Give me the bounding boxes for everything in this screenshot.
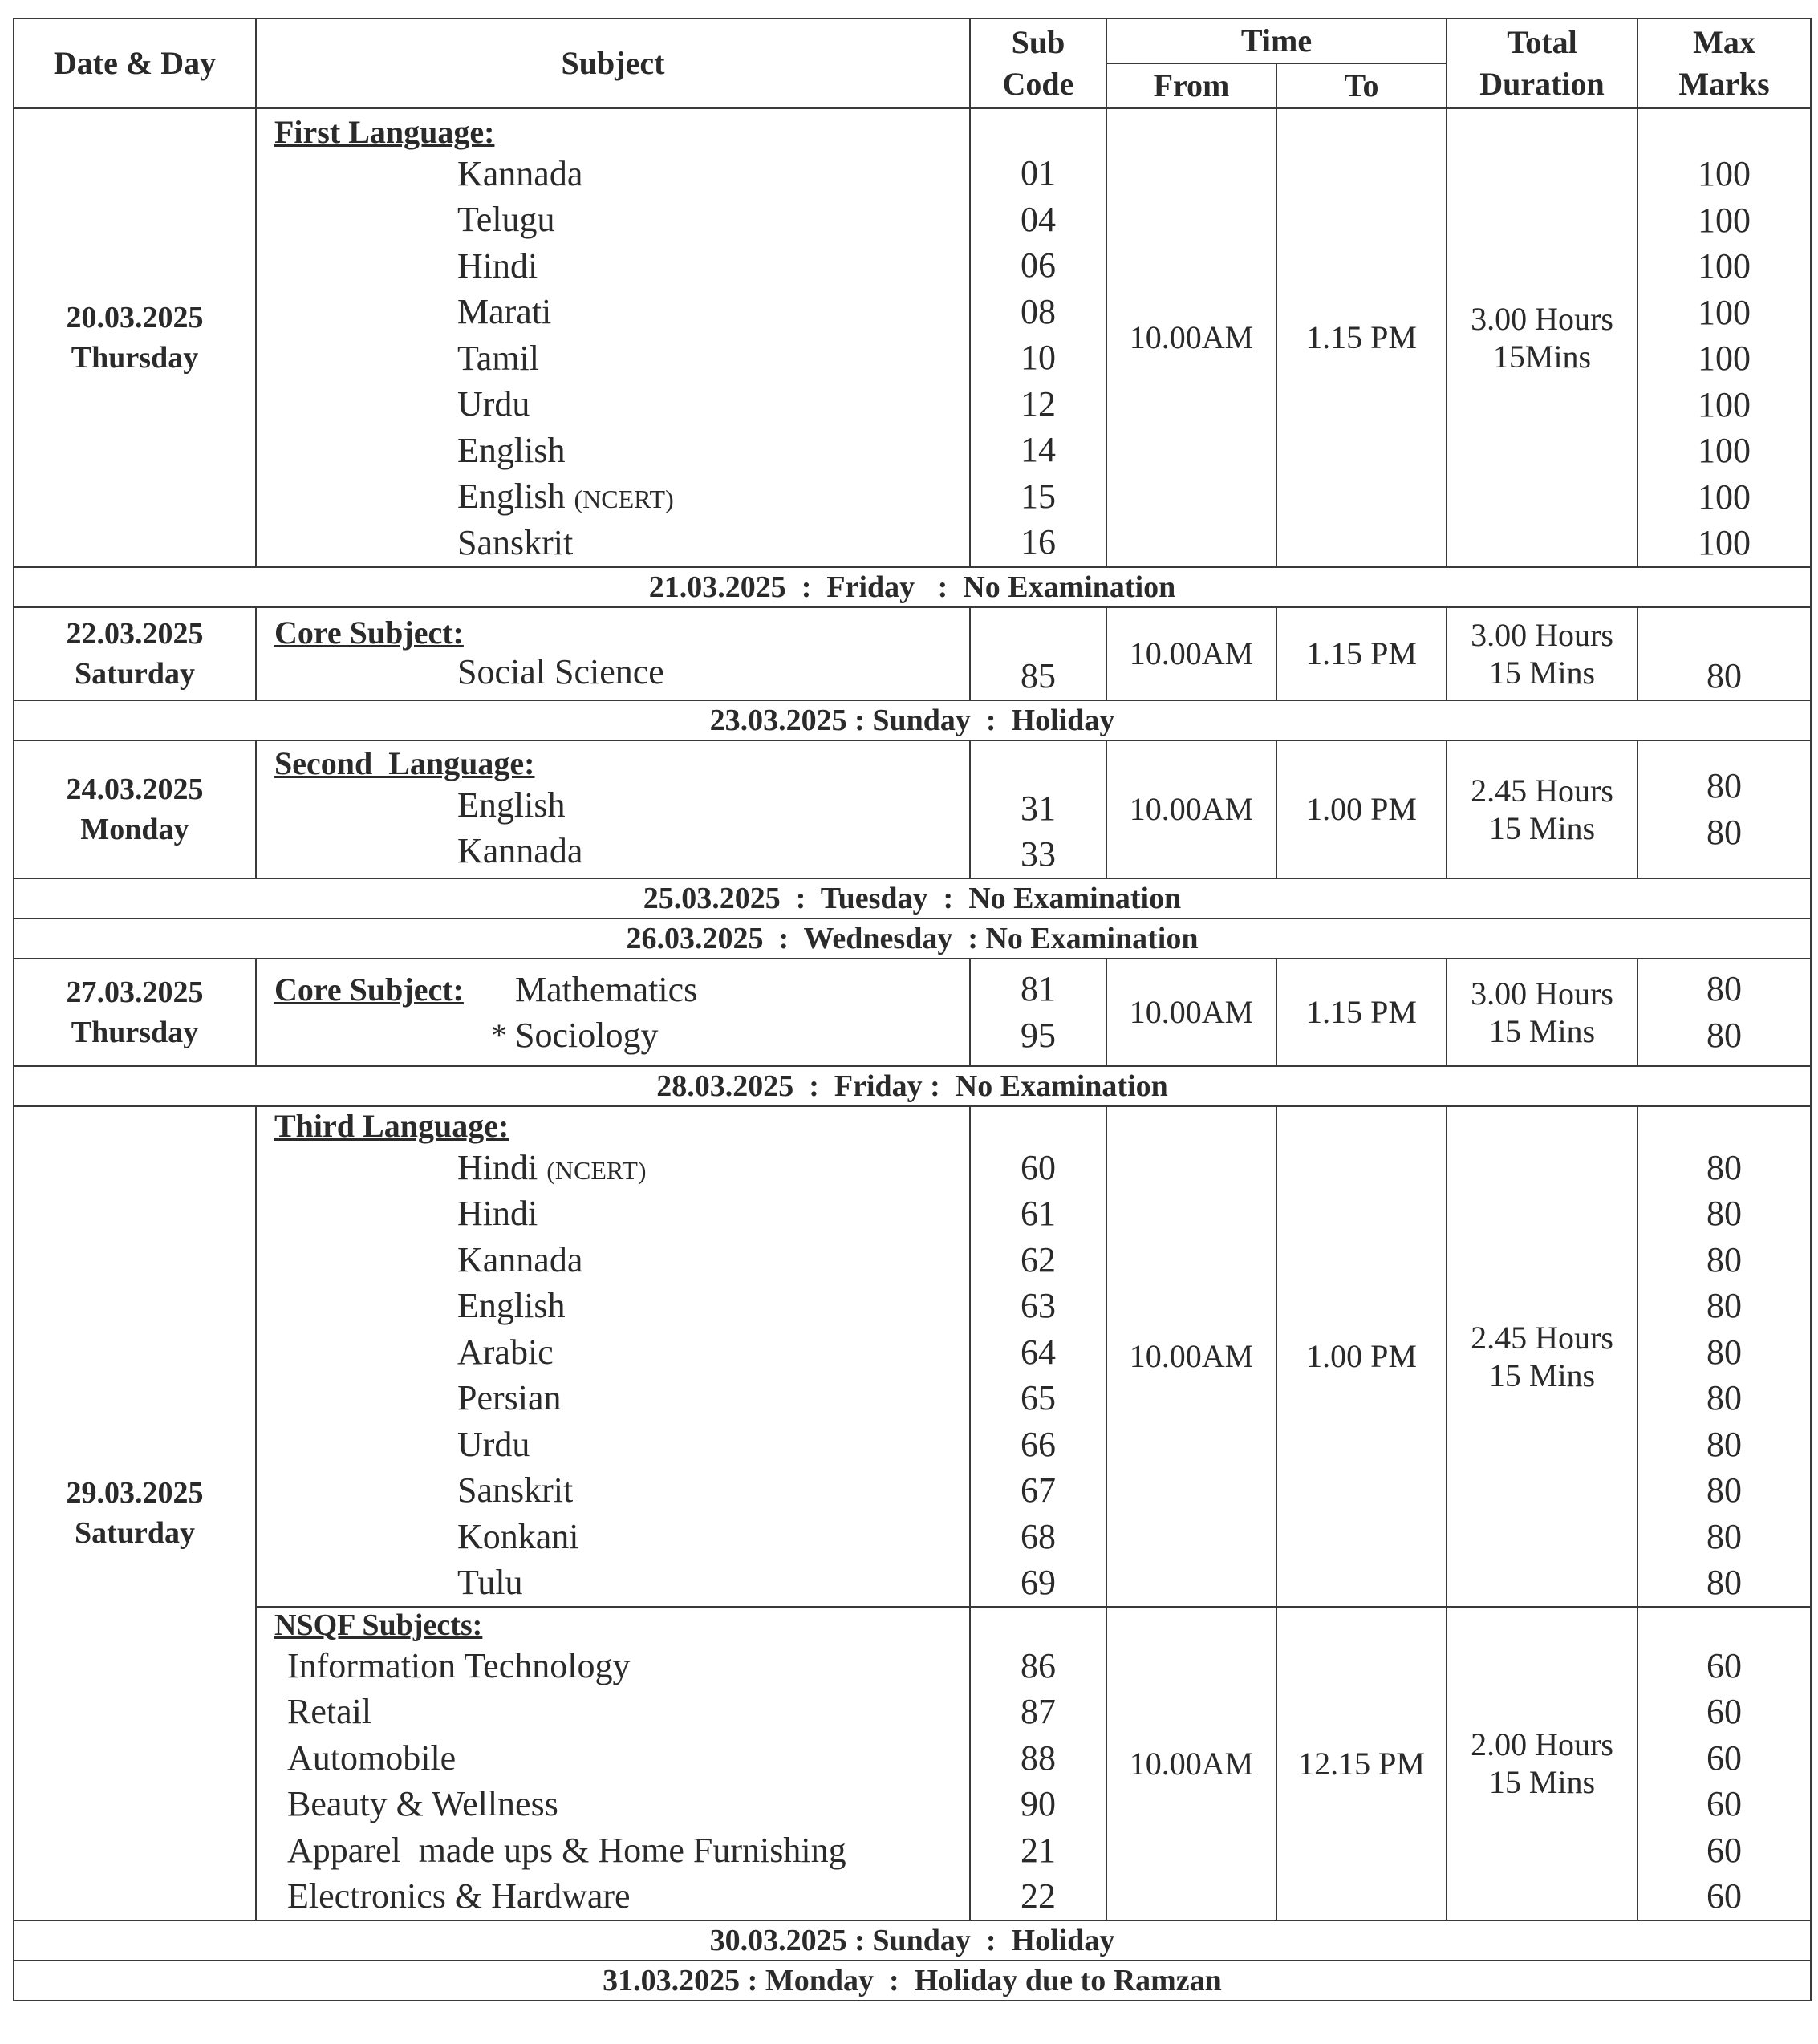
- max-marks: 100: [1698, 154, 1751, 193]
- asterisk-mark: *: [491, 1016, 507, 1053]
- sub-code: 85: [1021, 656, 1056, 696]
- notice-holiday: 30.03.2025 : Sunday : Holiday: [14, 1920, 1811, 1961]
- total-duration: [1447, 1607, 1637, 1920]
- subject-note: (NCERT): [546, 1155, 647, 1185]
- sub-code: 87: [1021, 1692, 1056, 1731]
- sub-code: 66: [1021, 1424, 1056, 1464]
- notice-holiday: 23.03.2025 : Sunday : Holiday: [14, 700, 1811, 740]
- exam-row-29-03-third-language: [14, 1106, 1811, 1607]
- max-marks: 100: [1698, 523, 1751, 562]
- subject-cell: [256, 1607, 970, 1920]
- subject-note: (NCERT): [574, 485, 674, 513]
- marks-cell: [1637, 1106, 1811, 1607]
- header-subject: Subject: [256, 18, 970, 108]
- max-marks: 80: [1706, 1563, 1742, 1602]
- time-to: 12.15 PM: [1276, 1607, 1447, 1920]
- time-from: 10.00AM: [1106, 108, 1276, 567]
- section-heading: Second Language:: [274, 744, 535, 781]
- header-time: Time: [1106, 18, 1447, 63]
- exam-day: Saturday: [75, 1516, 195, 1550]
- total-duration: [1447, 108, 1637, 567]
- sub-code: 63: [1021, 1286, 1056, 1325]
- sub-code: 67: [1021, 1470, 1056, 1510]
- total-duration: [1447, 959, 1637, 1066]
- subject-name: English: [457, 430, 566, 470]
- exam-row-29-03-nsqf: [14, 1607, 1811, 1920]
- sub-code: 16: [1021, 522, 1056, 562]
- subject-name: Hindi: [457, 245, 538, 286]
- sub-code: 86: [1021, 1645, 1056, 1685]
- notice-no-exam: 25.03.2025 : Tuesday : No Examination: [14, 878, 1811, 919]
- sub-code: 33: [1021, 834, 1056, 874]
- sub-code: 95: [1021, 1015, 1056, 1055]
- duration-line1: 3.00 Hours: [1471, 616, 1613, 653]
- section-heading: Third Language:: [274, 1107, 509, 1144]
- subject-name: Persian: [457, 1378, 562, 1417]
- sub-code: 68: [1021, 1516, 1056, 1556]
- max-marks: 80: [1706, 1332, 1742, 1372]
- sub-code: 60: [1021, 1147, 1056, 1187]
- max-marks: 80: [1706, 1470, 1742, 1510]
- marks-cell: [1637, 740, 1811, 878]
- exam-day: Saturday: [75, 656, 195, 691]
- sub-code: 10: [1021, 338, 1056, 377]
- duration-line1: 2.00 Hours: [1471, 1726, 1613, 1762]
- subject-name: Konkani: [457, 1516, 579, 1556]
- date-cell: [14, 108, 256, 567]
- sub-code: 14: [1021, 430, 1056, 469]
- subject-cell: [256, 1106, 970, 1607]
- subject-name: Electronics & Hardware: [287, 1876, 631, 1916]
- subject-name: Marati: [457, 292, 552, 331]
- subject-name: Arabic: [457, 1332, 554, 1372]
- max-marks: 100: [1698, 339, 1751, 378]
- time-to: 1.15 PM: [1276, 607, 1447, 700]
- exam-row-24-03: [14, 740, 1811, 878]
- exam-row-20-03: [14, 108, 1811, 567]
- marks-cell: [1637, 108, 1811, 567]
- max-marks: 60: [1706, 1645, 1742, 1685]
- notice-holiday: 31.03.2025 : Monday : Holiday due to Ramzan: [14, 1961, 1811, 2001]
- date-cell: [14, 607, 256, 700]
- section-heading: NSQF Subjects:: [274, 1608, 483, 1642]
- exam-date: 24.03.2025: [66, 772, 204, 806]
- max-marks: 60: [1706, 1830, 1742, 1870]
- time-to: 1.15 PM: [1276, 959, 1447, 1066]
- code-cell: [970, 959, 1106, 1066]
- notice-no-exam: 21.03.2025 : Friday : No Examination: [14, 567, 1811, 607]
- max-marks: 80: [1706, 1424, 1742, 1464]
- time-from: 10.00AM: [1106, 1607, 1276, 1920]
- header-total-line1: Total: [1507, 24, 1577, 60]
- time-from: 10.00AM: [1106, 1106, 1276, 1607]
- subject-cell: [256, 959, 970, 1066]
- exam-row-22-03: [14, 607, 1811, 700]
- subject-name: Information Technology: [287, 1645, 631, 1685]
- max-marks: 80: [1706, 1015, 1742, 1055]
- subject-name: Tulu: [457, 1563, 523, 1602]
- code-cell: [970, 607, 1106, 700]
- duration-line2: 15 Mins: [1488, 1357, 1596, 1393]
- time-from: 10.00AM: [1106, 959, 1276, 1066]
- duration-line2: 15 Mins: [1488, 654, 1596, 691]
- exam-day: Thursday: [71, 340, 199, 375]
- time-to: 1.00 PM: [1276, 1106, 1447, 1607]
- sub-code: 22: [1021, 1876, 1056, 1916]
- section-heading: Core Subject:: [274, 971, 464, 1008]
- duration-line1: 2.45 Hours: [1471, 772, 1613, 809]
- time-from: 10.00AM: [1106, 740, 1276, 878]
- sub-code: 90: [1021, 1784, 1056, 1823]
- max-marks: 80: [1706, 1147, 1742, 1187]
- max-marks: 60: [1706, 1876, 1742, 1916]
- notice-no-exam: 26.03.2025 : Wednesday : No Examination: [14, 919, 1811, 959]
- header-sub-code: [970, 18, 1106, 108]
- header-from: From: [1106, 63, 1276, 108]
- max-marks: 60: [1706, 1692, 1742, 1731]
- sub-code: 21: [1021, 1830, 1056, 1870]
- header-to: To: [1276, 63, 1447, 108]
- max-marks: 80: [1706, 1239, 1742, 1280]
- subject-name: Kannada: [457, 1239, 583, 1280]
- header-total-duration: [1447, 18, 1637, 108]
- subject-name: Sanskrit: [457, 1470, 574, 1510]
- subject-name: Hindi (NCERT): [457, 1147, 647, 1187]
- header-max-line1: Max: [1693, 24, 1755, 60]
- date-cell: [14, 740, 256, 878]
- timetable-table: [13, 18, 1812, 2001]
- section-heading: Core Subject:: [274, 614, 464, 651]
- subject-name: Urdu: [457, 384, 530, 424]
- sub-code: 69: [1021, 1563, 1056, 1602]
- code-cell: [970, 1607, 1106, 1920]
- subject-name: English (NCERT): [457, 477, 674, 516]
- subject-name: Automobile: [287, 1738, 457, 1778]
- sub-code: 06: [1021, 245, 1056, 285]
- sub-code: 62: [1021, 1239, 1056, 1280]
- max-marks: 80: [1706, 1516, 1742, 1556]
- time-to: 1.00 PM: [1276, 740, 1447, 878]
- duration-line2: 15 Mins: [1488, 809, 1596, 846]
- max-marks: 100: [1698, 384, 1751, 424]
- exam-date: 20.03.2025: [66, 300, 204, 335]
- time-to: 1.15 PM: [1276, 108, 1447, 567]
- max-marks: 80: [1706, 812, 1742, 852]
- max-marks: 80: [1706, 1286, 1742, 1325]
- subject-name: Tamil: [457, 338, 540, 378]
- code-cell: [970, 740, 1106, 878]
- marks-cell: [1637, 607, 1811, 700]
- max-marks: 80: [1706, 1194, 1742, 1233]
- duration-line1: 3.00 Hours: [1471, 975, 1613, 1012]
- subject-cell: [256, 740, 970, 878]
- max-marks: 80: [1706, 766, 1742, 805]
- subject-name: Sociology: [515, 1015, 659, 1055]
- max-marks: 100: [1698, 292, 1751, 332]
- subject-name: Apparel made ups & Home Furnishing: [287, 1830, 846, 1870]
- sub-code: 65: [1021, 1378, 1056, 1417]
- subject-cell: [256, 607, 970, 700]
- max-marks: 80: [1706, 969, 1742, 1008]
- subject-name: Retail: [287, 1692, 372, 1731]
- subject-name: Hindi: [457, 1194, 538, 1233]
- total-duration: [1447, 607, 1637, 700]
- sub-code: 88: [1021, 1738, 1056, 1778]
- max-marks: 100: [1698, 477, 1751, 517]
- sub-code: 81: [1021, 969, 1056, 1008]
- sub-code: 04: [1021, 199, 1056, 239]
- header-sub-code-line1: Sub: [1011, 24, 1065, 60]
- exam-row-27-03: [14, 959, 1811, 1066]
- sub-code: 12: [1021, 383, 1056, 424]
- duration-line2: 15 Mins: [1488, 1012, 1596, 1049]
- total-duration: [1447, 740, 1637, 878]
- duration-line1: 2.45 Hours: [1471, 1319, 1613, 1356]
- subject-name: English: [457, 785, 566, 825]
- header-sub-code-line2: Code: [1002, 66, 1074, 102]
- exam-date: 22.03.2025: [66, 616, 204, 651]
- section-heading: First Language:: [274, 113, 495, 150]
- max-marks: 100: [1698, 200, 1751, 240]
- sub-code: 08: [1021, 291, 1056, 331]
- marks-cell: [1637, 1607, 1811, 1920]
- header-max-marks: [1637, 18, 1811, 108]
- max-marks: 100: [1698, 431, 1751, 470]
- max-marks: 100: [1698, 246, 1751, 286]
- subject-name: Kannada: [457, 153, 583, 193]
- duration-line2: 15 Mins: [1488, 1764, 1596, 1800]
- notice-no-exam: 28.03.2025 : Friday : No Examination: [14, 1066, 1811, 1106]
- subject-cell: [256, 108, 970, 567]
- max-marks: 80: [1706, 656, 1742, 696]
- total-duration: [1447, 1106, 1637, 1607]
- duration-line2: 15Mins: [1492, 338, 1592, 375]
- time-from: 10.00AM: [1106, 607, 1276, 700]
- exam-day: Thursday: [71, 1015, 199, 1049]
- header-max-line2: Marks: [1678, 66, 1770, 102]
- duration-line1: 3.00 Hours: [1471, 300, 1613, 337]
- sub-code: 15: [1021, 476, 1056, 516]
- header-date-day: Date & Day: [14, 18, 256, 108]
- sub-code: 31: [1021, 788, 1056, 828]
- max-marks: 60: [1706, 1784, 1742, 1823]
- sub-code: 01: [1021, 153, 1056, 193]
- header-total-line2: Duration: [1479, 66, 1605, 102]
- subject-name: Sanskrit: [457, 522, 574, 562]
- subject-name: Beauty & Wellness: [287, 1784, 558, 1823]
- subject-name: Urdu: [457, 1424, 530, 1464]
- marks-cell: [1637, 959, 1811, 1066]
- code-cell: [970, 108, 1106, 567]
- exam-day: Monday: [80, 812, 189, 846]
- exam-date: 27.03.2025: [66, 975, 204, 1009]
- date-cell: [14, 1106, 256, 1920]
- max-marks: 60: [1706, 1738, 1742, 1778]
- subject-name: Kannada: [457, 831, 583, 870]
- exam-date: 29.03.2025: [66, 1476, 204, 1510]
- subject-name: Telugu: [457, 200, 555, 239]
- sub-code: 64: [1021, 1332, 1056, 1372]
- subject-name: English: [457, 1286, 566, 1325]
- exam-timetable: [13, 18, 1810, 2001]
- date-cell: [14, 959, 256, 1066]
- subject-name: Mathematics: [515, 969, 698, 1009]
- subject-name: Social Science: [457, 652, 664, 691]
- code-cell: [970, 1106, 1106, 1607]
- sub-code: 61: [1021, 1194, 1056, 1233]
- max-marks: 80: [1706, 1378, 1742, 1417]
